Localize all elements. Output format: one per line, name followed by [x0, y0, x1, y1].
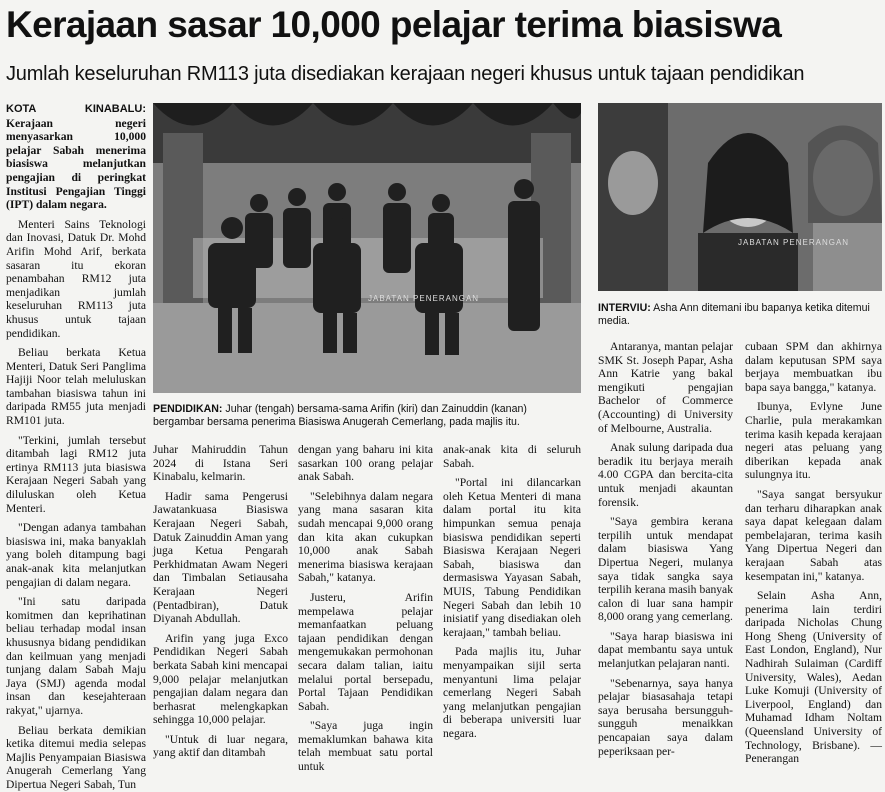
article-column-2 [153, 443, 288, 760]
paragraph: dengan yang baharu ini kita sasarkan 100 orang pelajar anak Sabah. [298, 443, 433, 484]
paragraph: Juhar Mahiruddin Tahun 2024 di Istana Seri Kinabalu, kelmarin. [153, 443, 288, 484]
paragraph: Arifin yang juga Exco Pendidikan Negeri Sabah berkata Sabah kini mencapai 9,000 pelajar melanjutkan pengajian dalam negara dan berhasrat melengkapkan sehingga 10,000 pelajar. [153, 631, 288, 727]
paragraph: "Ini satu daripada komitmen dan keprihatinan beliau terhadap modal insan khususnya bidang pendidikan dan keilmuan yang menjadi tunjang dalam Sabah Maju Jaya (SMJ) agenda modal insan dan kesejahteraan rakyat," ujarnya. [6, 595, 146, 717]
article-column-1 [6, 102, 146, 791]
paragraph: "Saya juga ingin memaklumkan bahawa kita telah membuat satu portal untuk [298, 719, 433, 774]
paragraph: "Terkini, jumlah tersebut ditambah lagi RM12 juta ertinya RM113 juta biasiswa Kerajaan Negeri Sabah yang diluluskan oleh Ketua Menteri. [6, 433, 146, 515]
caption-text: Asha Ann ditemani ibu bapanya ketika ditemui media. [598, 302, 870, 327]
caption-label: INTERVIU: [598, 302, 651, 314]
interview-photo-image [598, 103, 882, 291]
interview-photo-caption [598, 302, 882, 330]
lead-text: Kerajaan negeri menyasarkan 10,000 pelajar Sabah menerima biasiswa melanjutkan pengajian di peringkat Institusi Pengajian Tinggi (IPT) dalam negara. [6, 116, 146, 212]
paragraph: Beliau berkata Ketua Menteri, Datuk Seri Panglima Hajiji Noor telah meluluskan tambahan biasiswa tahun ini daripada RM55 juta menjadi RM101 juta. [6, 346, 146, 428]
group-photo [153, 103, 581, 393]
paragraph: Menteri Sains Teknologi dan Inovasi, Datuk Dr. Mohd Arifin Mohd Arif, berkata sasaran itu ekoran penambahan RM12 juta menjadikan jumlah keseluruhan RM113 juta khusus untuk tajaan pendidikan. [6, 217, 146, 340]
photo-credit: JABATAN PENERANGAN [738, 238, 850, 247]
caption-label: PENDIDIKAN: [153, 403, 223, 415]
interview-photo [598, 103, 882, 291]
paragraph: "Selebihnya dalam negara yang mana sasaran kita sudah mencapai 9,000 orang dan kita akan cukupkan 10,000 anak Sabah menerima biasiswa kerajaan Sabah," katanya. [298, 489, 433, 585]
article-column-6 [745, 340, 882, 766]
paragraph: "Untuk di luar negara, yang aktif dan ditambah [153, 732, 288, 760]
paragraph: Ibunya, Evlyne June Charlie, pula merakamkan terima kasih kepada kerajaan negeri atas peluang yang diberikan kepada anak sulungnya itu. [745, 400, 882, 482]
group-photo-image [153, 103, 581, 393]
group-photo-caption [153, 403, 581, 431]
paragraph: Antaranya, mantan pelajar SMK St. Joseph Papar, Asha Ann Katrie yang bakal mengikuti pengajian Bachelor of Commerce (Accounting) di University of Melbourne, Australia. [598, 340, 733, 435]
article-column-4 [443, 443, 581, 740]
caption-text: Juhar (tengah) bersama-sama Arifin (kiri) dan Zainuddin (kanan) bergambar bersama penerima Biasiswa Anugerah Cemerlang, pada majlis itu. [153, 403, 527, 428]
paragraph: Pada majlis itu, Juhar menyampaikan sijil serta menyantuni lima pelajar cemerlang Negeri Sabah yang melanjutkan pengajian di beberapa universiti luar negara. [443, 645, 581, 740]
paragraph: Anak sulung daripada dua beradik itu berjaya meraih 4.00 CGPA dan bercita-cita untuk menjadi akauntan forensik. [598, 441, 733, 509]
paragraph: Justeru, Arifin mempelawa pelajar memanfaatkan peluang tajaan pendidikan dengan mengemukakan permohonan secara dalam talian, iaitu melalui portal bersepadu, Portal Tajaan Pendidikan Sabah. [298, 590, 433, 713]
paragraph: "Dengan adanya tambahan biasiswa ini, maka banyaklah yang boleh ditampung bagi anak-anak kita melanjutkan pengajian di dalam negara. [6, 521, 146, 589]
article-column-5 [598, 340, 733, 758]
paragraph: "Saya sangat bersyukur dan terharu diharapkan anak saya dapat kelegaan dalam pembelajaran, terima kasih Yang Dipertua Negeri dan kerajaan Sabah atas kesempatan ini," katanya. [745, 487, 882, 583]
article-column-3 [298, 443, 433, 774]
paragraph: "Saya harap biasiswa ini dapat membantu saya untuk melanjutkan pelajaran nanti. [598, 629, 733, 671]
paragraph: anak-anak kita di seluruh Sabah. [443, 443, 581, 470]
paragraph: Selain Asha Ann, penerima lain terdiri daripada Nicholas Chung Hong Sheng (University of East London, England), Nur Nadhirah Sulaiman (Cardiff University, Wales), Aedan Luke Komuji (University of Liverpool, England) dan Muhamad Idham Noltam (Queensland University of Technology, Brisbane). — Penerangan [745, 589, 882, 766]
paragraph: cubaan SPM dan akhirnya dalam keputusan SPM saya berjaya membuatkan ibu bapa saya bangga," katanya. [745, 340, 882, 394]
headline: Kerajaan sasar 10,000 pelajar terima biasiswa [6, 4, 782, 45]
lead-paragraph [6, 102, 146, 212]
paragraph: "Saya gembira kerana terpilih untuk mendapat dalam biasiswa Yang Dipertua Negeri, mulanya saya tidak sangka saya terpilih kerana masih banyak calon di luar sana hampir 8,000 orang yang cemerlang. [598, 515, 733, 624]
dateline: KOTA KINABALU: [6, 103, 146, 115]
paragraph: Hadir sama Pengerusi Jawatankuasa Biasiswa Kerajaan Negeri Sabah, Datuk Zainuddin Aman yang juga Ketua Pengarah Perkhidmatan Awam Negeri dan Timbalan Setiausaha Kerajaan Negeri (Pentadbiran), Datuk Diyanah Abdullah. [153, 489, 288, 626]
subheadline: Jumlah keseluruhan RM113 juta disediakan kerajaan negeri khusus untuk tajaan pendidikan [6, 63, 805, 85]
photo-credit: JABATAN PENERANGAN [368, 294, 480, 303]
paragraph: "Sebenarnya, saya hanya pelajar biasasahaja tetapi saya berusaha bersungguh-sungguh menaikkan pencapaian saya dalam peperiksaan per- [598, 676, 733, 758]
paragraph: Beliau berkata demikian ketika ditemui media selepas Majlis Penyampaian Biasiswa Anugerah Cemerlang Yang Dipertua Negeri Sabah, Tun [6, 723, 146, 791]
paragraph: "Portal ini dilancarkan oleh Ketua Menteri di mana dalam portal itu kita himpunkan semua penaja biasiswa pendidikan seperti Biasiswa Kerajaan Negeri Sabah, biasiswa dan dermasiswa Yayasan Sabah, MUIS, Tabung Pendidikan Negeri Sabah dan lebih 10 inisiatif yang disediakan oleh kerajaan," tambah beliau. [443, 476, 581, 639]
